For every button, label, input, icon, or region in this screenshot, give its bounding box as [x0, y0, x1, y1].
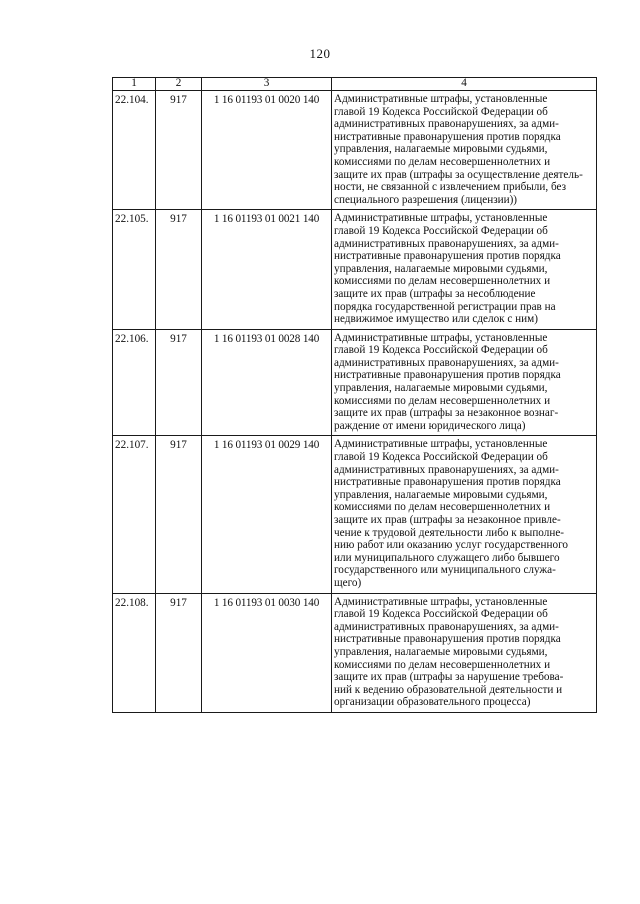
column-header-1: 1: [113, 78, 156, 91]
description-line: недвижимое имущество или сделок с ним): [334, 313, 538, 326]
description-line: Административные штрафы, установленные: [334, 212, 548, 225]
budget-code-table: [112, 77, 597, 713]
description-line: защите их прав (штрафы за незаконное вознаг-: [334, 407, 559, 420]
kbk-code-cell: 1 16 01193 01 0021 140: [202, 210, 332, 329]
description-line: комиссиями по делам несовершеннолетних и: [334, 501, 551, 514]
row-number-cell: 22.108.: [113, 593, 156, 712]
kbk-code-cell: 1 16 01193 01 0029 140: [202, 436, 332, 593]
description-line: Административные штрафы, установленные: [334, 438, 548, 451]
admin-code-cell: 917: [156, 436, 202, 593]
table-header-row: [113, 78, 597, 91]
description-line: порядка государственной регистрации прав на: [334, 300, 556, 313]
description-line: щего): [334, 576, 362, 589]
description-line: организации образовательного процесса): [334, 696, 531, 709]
description-line: защите их прав (штрафы за несоблюдение: [334, 287, 536, 300]
description-line: нию работ или оказанию услуг государственного: [334, 539, 568, 552]
description-line: управления, налагаемые мировыми судьями,: [334, 488, 548, 501]
description-line: Административные штрафы, установленные: [334, 331, 548, 344]
description-cell: [332, 329, 597, 436]
description-line: административных правонарушениях, за адми-: [334, 463, 559, 476]
column-header-2: 2: [156, 78, 202, 91]
description-line: управления, налагаемые мировыми судьями,: [334, 262, 548, 275]
description-line: раждение от имени юридического лица): [334, 419, 526, 432]
description-line: ности, не связанной с извлечением прибыли, без: [334, 181, 567, 194]
column-header-4: 4: [332, 78, 597, 91]
description-line: управления, налагаемые мировыми судьями,: [334, 382, 548, 395]
description-line: защите их прав (штрафы за осуществление деятель-: [334, 168, 583, 181]
table-body: [113, 91, 597, 713]
column-header-3: 3: [202, 78, 332, 91]
table-row: [113, 91, 597, 210]
description-line: управления, налагаемые мировыми судьями,: [334, 143, 548, 156]
kbk-code-cell: 1 16 01193 01 0020 140: [202, 91, 332, 210]
table-row: [113, 436, 597, 593]
description-cell: [332, 91, 597, 210]
description-line: административных правонарушениях, за адми-: [334, 356, 559, 369]
description-line: комиссиями по делам несовершеннолетних и: [334, 155, 551, 168]
description-line: государственного или муниципального служа-: [334, 564, 556, 577]
description-line: нистративные правонарушения против порядка: [334, 476, 561, 489]
description-line: комиссиями по делам несовершеннолетних и: [334, 275, 551, 288]
kbk-code-cell: 1 16 01193 01 0030 140: [202, 593, 332, 712]
description-line: главой 19 Кодекса Российской Федерации об: [334, 224, 548, 237]
description-line: чение к трудовой деятельности либо к выполне-: [334, 526, 565, 539]
description-line: защите их прав (штрафы за нарушение требова-: [334, 671, 564, 684]
description-line: нистративные правонарушения против порядка: [334, 250, 561, 263]
table-row: [113, 210, 597, 329]
description-line: главой 19 Кодекса Российской Федерации об: [334, 451, 548, 464]
description-line: нистративные правонарушения против порядка: [334, 130, 561, 143]
admin-code-cell: 917: [156, 593, 202, 712]
description-line: защите их прав (штрафы за незаконное привле-: [334, 514, 561, 526]
page-number: 120: [309, 46, 331, 61]
description-line: комиссиями по делам несовершеннолетних и: [334, 394, 551, 407]
description-cell: [332, 436, 597, 593]
admin-code-cell: 917: [156, 329, 202, 436]
table-row: [113, 593, 597, 712]
description-cell: [332, 210, 597, 329]
row-number-cell: 22.105.: [113, 210, 156, 329]
kbk-code-cell: 1 16 01193 01 0028 140: [202, 329, 332, 436]
description-line: специального разрешения (лицензии)): [334, 193, 518, 206]
description-line: управления, налагаемые мировыми судьями,: [334, 645, 548, 658]
admin-code-cell: 917: [156, 210, 202, 329]
description-cell: [332, 593, 597, 712]
table-row: [113, 329, 597, 436]
row-number-cell: 22.107.: [113, 436, 156, 593]
description-line: главой 19 Кодекса Российской Федерации об: [334, 105, 548, 118]
row-number-cell: 22.106.: [113, 329, 156, 436]
description-line: административных правонарушениях, за адми-: [334, 237, 559, 250]
description-line: или муниципального служащего либо бывшего: [334, 551, 560, 564]
description-line: ний к ведению образовательной деятельности и: [334, 683, 563, 696]
description-line: Административные штрафы, установленные: [334, 93, 548, 105]
description-line: административных правонарушениях, за адми-: [334, 118, 559, 131]
description-line: нистративные правонарушения против порядка: [334, 369, 561, 382]
description-line: административных правонарушениях, за адми-: [334, 620, 559, 633]
description-line: главой 19 Кодекса Российской Федерации об: [334, 608, 548, 621]
description-line: главой 19 Кодекса Российской Федерации об: [334, 344, 548, 357]
admin-code-cell: 917: [156, 91, 202, 210]
description-line: Административные штрафы, установленные: [334, 595, 548, 608]
row-number-cell: 22.104.: [113, 91, 156, 210]
description-line: нистративные правонарушения против порядка: [334, 633, 561, 646]
description-line: комиссиями по делам несовершеннолетних и: [334, 658, 551, 671]
